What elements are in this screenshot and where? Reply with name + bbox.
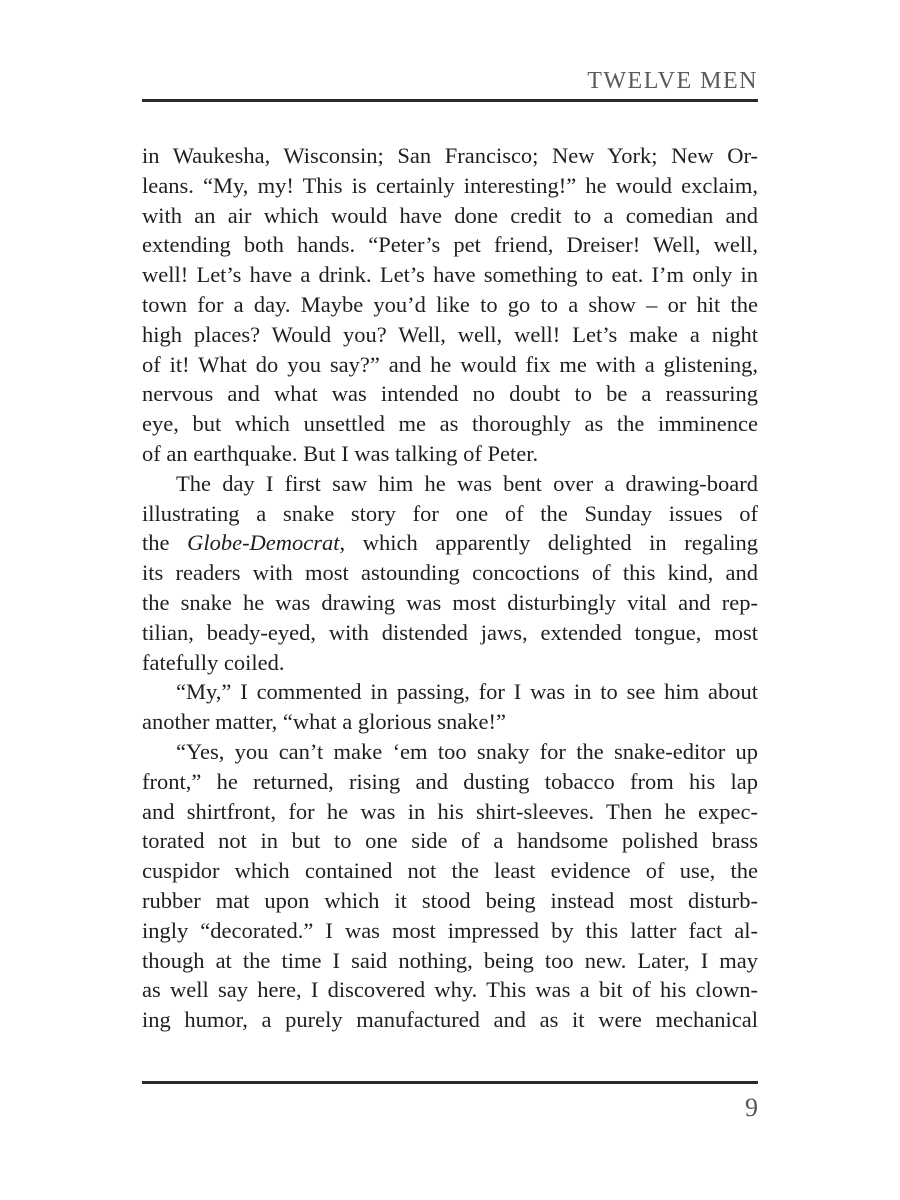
text-line: rubber mat upon which it stood being instead most disturb- xyxy=(142,887,758,913)
text-line: tilian, beady-eyed, with distended jaws, extended tongue, most xyxy=(142,619,758,645)
text-segment: the xyxy=(142,530,188,556)
publication-title: Globe-Democrat xyxy=(187,530,340,556)
text-line: fatefully coiled. xyxy=(142,649,285,675)
header-rule xyxy=(142,99,758,102)
text-line: cuspidor which contained not the least evidence of use, the xyxy=(142,858,758,884)
text-line: another matter, “what a glorious snake!” xyxy=(142,709,506,735)
text-line: “Yes, you can’t make ‘em too snaky for the snake-editor up xyxy=(176,738,758,764)
footer-rule xyxy=(142,1081,758,1084)
text-line: the snake he was drawing was most disturbingly vital and rep- xyxy=(142,589,758,615)
text-line: though at the time I said nothing, being too new. Later, I may xyxy=(142,947,758,973)
text-segment: , which apparently delighted in regaling xyxy=(339,530,758,556)
text-line: well! Let’s have a drink. Let’s have something to eat. I’m only in xyxy=(142,262,758,288)
page-number: 9 xyxy=(745,1093,758,1122)
text-line: with an air which would have done credit to a comedian and xyxy=(142,202,758,228)
text-line: leans. “My, my! This is certainly interesting!” he would exclaim, xyxy=(142,172,758,198)
text-line: illustrating a snake story for one of the Sunday issues of xyxy=(142,500,758,526)
text-line: of an earthquake. But I was talking of Peter. xyxy=(142,440,539,466)
text-line: front,” he returned, rising and dusting tobacco from his lap xyxy=(142,768,758,794)
text-line: eye, but which unsettled me as thoroughly as the imminence xyxy=(142,411,758,437)
text-line: ing humor, a purely manufactured and as it were mechanical xyxy=(142,1007,758,1033)
text-line: in Waukesha, Wisconsin; San Francisco; New York; New Or- xyxy=(142,143,758,168)
text-line: of it! What do you say?” and he would fix me with a glistening, xyxy=(142,351,758,377)
text-line: “My,” I commented in passing, for I was in to see him about xyxy=(176,679,758,705)
text-line: its readers with most astounding concoctions of this kind, and xyxy=(142,560,758,586)
text-line: high places? Would you? Well, well, well! Let’s make a night xyxy=(142,321,758,347)
text-line: as well say here, I discovered why. This was a bit of his clown- xyxy=(142,977,758,1003)
body-text xyxy=(142,141,758,1035)
text-line: and shirtfront, for he was in his shirt-sleeves. Then he expec- xyxy=(142,798,758,824)
running-head: TWELVE MEN xyxy=(587,68,758,94)
text-line: town for a day. Maybe you’d like to go to a show – or hit the xyxy=(142,291,758,317)
text-line: torated not in but to one side of a handsome polished brass xyxy=(142,828,758,854)
text-line: extending both hands. “Peter’s pet friend, Dreiser! Well, well, xyxy=(142,232,758,258)
text-line: nervous and what was intended no doubt to be a reassuring xyxy=(142,381,758,407)
text-line: The day I first saw him he was bent over a drawing-board xyxy=(176,470,758,496)
text-line: ingly “decorated.” I was most impressed by this latter fact al- xyxy=(142,917,758,943)
text-line xyxy=(142,528,758,558)
